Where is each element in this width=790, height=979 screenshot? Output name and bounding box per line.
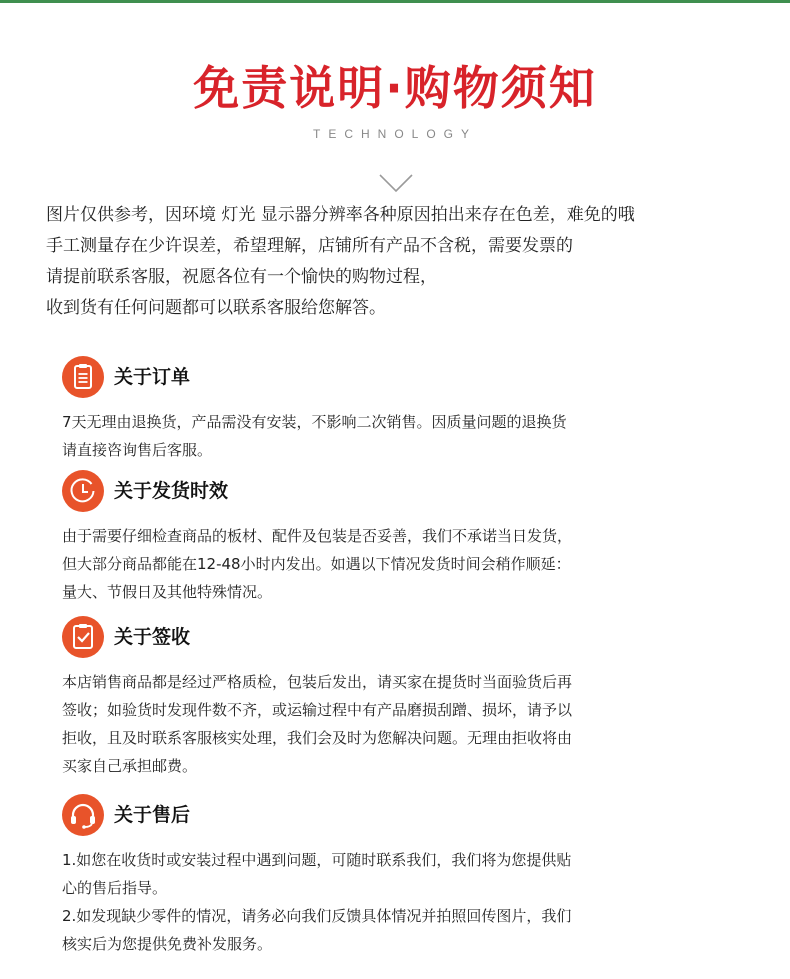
section-orders <box>62 356 752 464</box>
section-title: 关于签收 <box>114 626 191 648</box>
section-line: 核实后为您提供免费补发服务。 <box>62 935 273 953</box>
intro-line: 请提前联系客服，祝愿各位有一个愉快的购物过程， <box>46 267 437 287</box>
page-title: 免责说明·购物须知 <box>193 61 597 115</box>
clock-icon <box>62 470 104 512</box>
section-line: 请直接咨询售后客服。 <box>62 441 213 459</box>
section-header <box>62 356 752 400</box>
section-line: 量大、节假日及其他特殊情况。 <box>62 583 273 601</box>
intro-line: 图片仅供参考，因环境 灯光 显示器分辨率各种原因拍出来存在色差，难免的哦 <box>46 205 635 225</box>
section-line: 买家自己承担邮费。 <box>62 757 198 775</box>
section-line: 心的售后指导。 <box>62 879 168 897</box>
section-header <box>62 470 752 514</box>
section-line: 但大部分商品都能在12-48小时内发出。如遇以下情况发货时间会稍作顺延： <box>62 555 571 573</box>
section-header <box>62 616 752 660</box>
intro-line: 手工测量存在少许误差，希望理解，店铺所有产品不含税，需要发票的 <box>46 236 573 256</box>
section-title: 关于订单 <box>114 366 191 388</box>
section-line: 7天无理由退换货，产品需没有安装，不影响二次销售。因质量问题的退换货 <box>62 413 567 431</box>
section-title: 关于售后 <box>114 804 191 826</box>
document-list-icon <box>62 356 104 398</box>
headset-icon <box>62 794 104 836</box>
section-body <box>62 846 752 958</box>
section-body <box>62 668 752 780</box>
checklist-icon <box>62 616 104 658</box>
section-line: 1.如您在收货时或安装过程中遇到问题，可随时联系我们，我们将为您提供贴 <box>62 851 572 869</box>
section-body <box>62 408 752 464</box>
section-receipt <box>62 616 752 780</box>
top-border <box>0 0 790 3</box>
intro-text <box>46 200 766 324</box>
section-line: 签收；如验货时发现件数不齐，或运输过程中有产品磨损刮蹭、损坏，请予以 <box>62 701 573 719</box>
intro-line: 收到货有任何问题都可以联系客服给您解答。 <box>46 298 386 318</box>
chevron-down-icon <box>378 172 414 194</box>
section-line: 拒收，且及时联系客服核实处理，我们会及时为您解决问题。无理由拒收将由 <box>62 729 573 747</box>
section-after-sales <box>62 794 752 958</box>
section-title: 关于发货时效 <box>114 480 229 502</box>
section-header <box>62 794 752 838</box>
section-line: 由于需要仔细检查商品的板材、配件及包装是否妥善，我们不承诺当日发货， <box>62 527 573 545</box>
section-line: 本店销售商品都是经过严格质检，包装后发出，请买家在提货时当面验货后再 <box>62 673 573 691</box>
section-shipping <box>62 470 752 606</box>
section-body <box>62 522 752 606</box>
section-line: 2.如发现缺少零件的情况，请务必向我们反馈具体情况并拍照回传图片，我们 <box>62 907 572 925</box>
page-subtitle: TECHNOLOGY <box>312 127 477 141</box>
